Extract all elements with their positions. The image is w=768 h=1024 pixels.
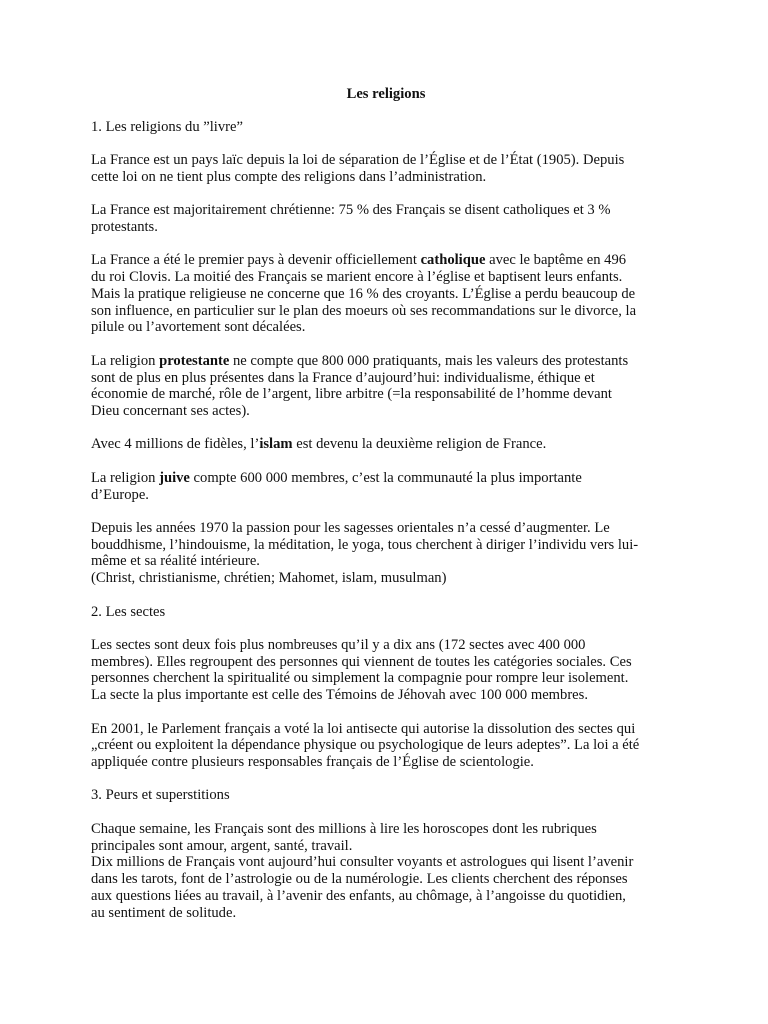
text-line: membres). Elles regroupent des personnes qui viennent de toutes les catégories sociales. Ces — [91, 653, 632, 670]
paragraph-loi-antisecte — [91, 721, 681, 771]
text-line: appliquée contre plusieurs responsables français de l’Église de scientologie. — [91, 754, 534, 771]
text-line: „créent ou exploitent la dépendance physique ou psychologique de leurs adeptes”. La loi a été — [91, 737, 640, 754]
text-line: d’Europe. — [91, 486, 149, 503]
text-line: En 2001, le Parlement français a voté la loi antisecte qui autorise la dissolution des sectes qui — [91, 720, 636, 737]
text-line: aux questions liées au travail, à l’avenir des enfants, au chômage, à l’angoisse du quotidien, — [91, 887, 626, 904]
paragraph-sectes-nombre — [91, 637, 681, 704]
text-line: Dieu concernant ses actes). — [91, 403, 250, 420]
text-line: La France est majoritairement chrétienne: 75 % des Français se disent catholiques et 3 % — [91, 202, 611, 219]
text-run: La religion — [91, 352, 160, 369]
paragraph-chretienne — [91, 202, 681, 236]
text-run: La religion — [91, 469, 160, 486]
text-line — [91, 436, 681, 453]
text-line: personnes cherchent la spiritualité ou simplement la compagnie pour rompre leur isolement. — [91, 670, 629, 687]
text-line: principales sont amour, argent, santé, travail. — [91, 837, 353, 854]
text-run: Avec 4 millions de fidèles, l’ — [91, 436, 260, 453]
text-run: compte 600 000 membres, c’est la communauté la plus importante — [189, 469, 582, 486]
document-title: Les religions — [346, 86, 426, 102]
paragraph-protestante — [91, 353, 681, 420]
section-heading-sectes: 2. Les sectes — [91, 603, 166, 620]
text-line: dans les tarots, font de l’astrologie ou de la numérologie. Les clients cherchent des réponses — [91, 871, 628, 888]
paragraph-catholique — [91, 252, 681, 336]
text-line: protestants. — [91, 218, 158, 235]
document-body — [91, 86, 681, 938]
text-line: cette loi on ne tient plus compte des religions dans l’administration. — [91, 168, 487, 185]
text-line — [91, 470, 681, 487]
paragraph-juive — [91, 470, 681, 504]
text-run: La France a été le premier pays à devenir officiellement — [91, 252, 421, 269]
text-line: La secte la plus importante est celle des Témoins de Jéhovah avec 100 000 membres. — [91, 687, 588, 704]
text-line: Dix millions de Français vont aujourd’hui consulter voyants et astrologues qui lisent l’avenir — [91, 854, 634, 871]
bold-term-catholique: catholique — [420, 252, 486, 269]
text-line — [91, 252, 681, 269]
text-line: bouddhisme, l’hindouisme, la méditation, le yoga, tous cherchent à diriger l’individu vers lui- — [91, 536, 639, 553]
text-line: au sentiment de solitude. — [91, 904, 237, 921]
text-run: avec le baptême en 496 — [485, 252, 627, 269]
paragraph-sagesses-orientales — [91, 520, 681, 587]
text-line: La France est un pays laïc depuis la loi de séparation de l’Église et de l’État (1905). Depuis — [91, 152, 625, 169]
text-line: Chaque semaine, les Français sont des millions à lire les horoscopes dont les rubriques — [91, 820, 597, 837]
text-line: économie de marché, rôle de l’argent, libre arbitre (=la responsabilité de l’homme devant — [91, 386, 612, 403]
text-run: ne compte que 800 000 pratiquants, mais les valeurs des protestants — [229, 352, 629, 369]
section-heading-livre: 1. Les religions du ”livre” — [91, 118, 243, 135]
text-line: même et sa réalité intérieure. — [91, 553, 260, 570]
text-line: sont de plus en plus présentes dans la France d’aujourd’hui: individualisme, éthique et — [91, 369, 595, 386]
text-line — [91, 353, 681, 370]
bold-term-protestante: protestante — [159, 352, 230, 369]
text-run: est devenu la deuxième religion de France. — [292, 436, 547, 453]
text-line: Depuis les années 1970 la passion pour les sagesses orientales n’a cessé d’augmenter. Le — [91, 519, 610, 536]
paragraph-islam — [91, 436, 681, 453]
text-line: son influence, en particulier sur le plan des moeurs où ses recommandations sur le divorce, la — [91, 302, 637, 319]
paragraph-laicite — [91, 152, 681, 186]
bold-term-islam: islam — [259, 436, 293, 453]
section-heading-superstitions: 3. Peurs et superstitions — [91, 787, 230, 804]
text-line: (Christ, christianisme, chrétien; Mahomet, islam, musulman) — [91, 570, 447, 587]
text-line: Mais la pratique religieuse ne concerne que 16 % des croyants. L’Église a perdu beaucoup de — [91, 285, 636, 302]
text-line: Les sectes sont deux fois plus nombreuses qu’il y a dix ans (172 sectes avec 400 000 — [91, 636, 586, 653]
bold-term-juive: juive — [159, 469, 190, 486]
paragraph-horoscopes — [91, 821, 681, 922]
text-line: du roi Clovis. La moitié des Français se marient encore à l’église et baptisent leurs enfants. — [91, 269, 623, 286]
text-line: pilule ou l’avortement sont décalées. — [91, 319, 306, 336]
